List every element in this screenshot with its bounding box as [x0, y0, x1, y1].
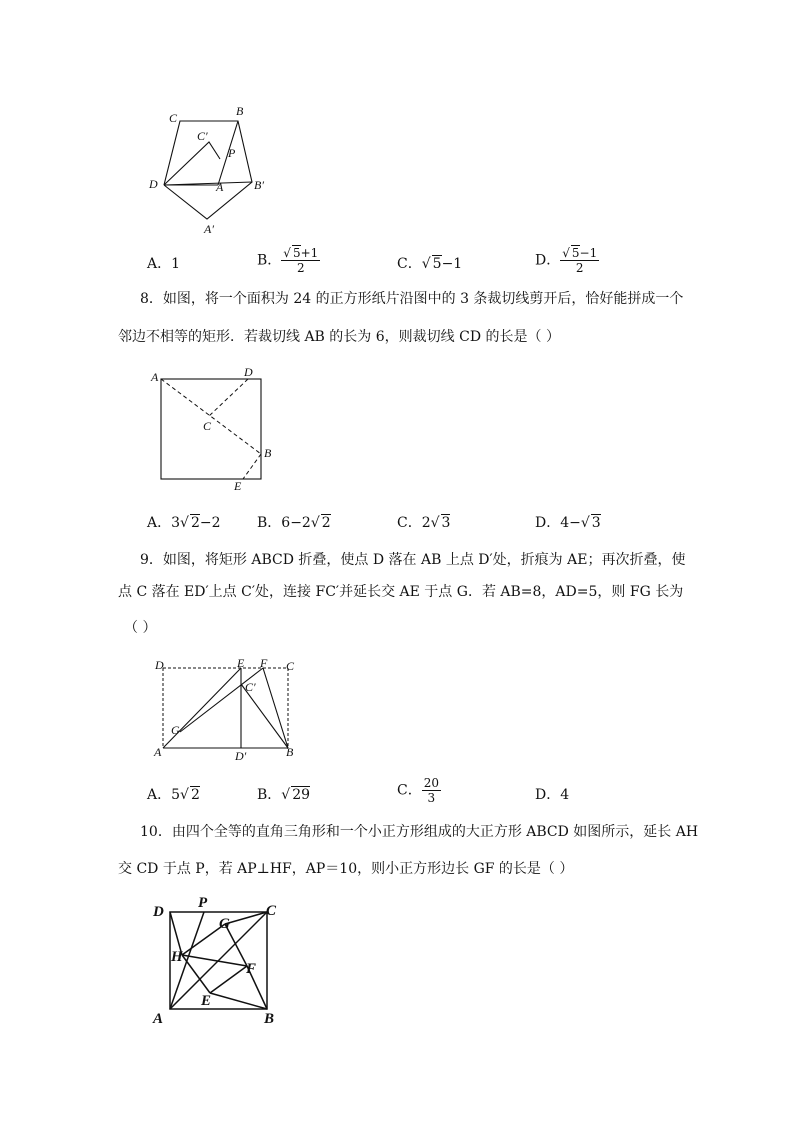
- q8-label-A: A: [151, 370, 159, 384]
- q7-diagram: [140, 95, 280, 235]
- q9-question-line3: （ ）: [124, 620, 157, 636]
- q8-question-line1: 8．如图，将一个面积为 24 的正方形纸片沿图中的 3 条裁切线剪开后，恰好能拼成一个: [140, 291, 684, 307]
- q8-diagram: [148, 364, 278, 494]
- q8-option-d[interactable]: D．4−√ 3: [535, 515, 601, 531]
- q9-question-line2: 点 C 落在 ED′上点 C′处，连接 FC′并延长交 AE 于点 G．若 AB=8，AD=5，则 FG 长为: [118, 584, 684, 600]
- q9-label-D-prime: D′: [235, 749, 247, 763]
- q8-label-B: B: [264, 446, 272, 460]
- q7-option-c[interactable]: C．√ 5−1: [397, 256, 463, 272]
- q7-option-d-fraction: $\frac{√ 5-1}{2}$: [562, 246, 598, 275]
- q8-label-E: E: [234, 479, 242, 493]
- q8-label-D: D: [244, 365, 253, 379]
- q7-label-A: A: [216, 180, 224, 194]
- q7-option-b[interactable]: B． $\frac{√ 5+1}{2}$: [257, 246, 319, 275]
- q7-option-d[interactable]: D． $\frac{√ 5-1}{2}$: [535, 246, 598, 275]
- q9-label-E: E: [237, 656, 245, 670]
- q7-figure: [140, 95, 280, 235]
- q7-label-B-prime: B′: [254, 178, 264, 192]
- q9-option-b[interactable]: B．√ 29: [257, 787, 311, 803]
- q7-label-C: C: [169, 111, 178, 125]
- q10-label-C: C: [266, 903, 277, 919]
- q9-figure: [148, 656, 308, 766]
- q7-label-P: P: [228, 146, 236, 160]
- q10-label-D: D: [153, 904, 164, 920]
- q9-label-F: F: [260, 656, 268, 670]
- q9-label-C: C: [286, 659, 295, 673]
- q9-diagram: [148, 656, 308, 766]
- q9-label-B: B: [286, 745, 294, 759]
- q10-label-B: B: [264, 1011, 275, 1027]
- q10-question-line2: 交 CD 于点 P，若 AP⊥HF，AP＝10，则小正方形边长 GF 的长是（ ）: [118, 861, 574, 877]
- q10-label-E: E: [201, 993, 212, 1009]
- q7-option-b-fraction: $\frac{√ 5+1}{2}$: [283, 246, 319, 275]
- q10-question-line1: 10．由四个全等的直角三角形和一个小正方形组成的大正方形 ABCD 如图所示，延长 AH: [140, 824, 699, 840]
- q10-label-G: G: [219, 916, 230, 932]
- q10-label-A: A: [153, 1011, 164, 1027]
- q8-question-line2: 邻边不相等的矩形．若裁切线 AB 的长为 6，则裁切线 CD 的长是（ ）: [118, 329, 560, 345]
- q10-label-P: P: [198, 895, 208, 911]
- q8-option-c[interactable]: C．2√ 3: [397, 515, 451, 531]
- q7-label-A-prime: A′: [204, 222, 214, 236]
- q8-label-C: C: [203, 419, 212, 433]
- q9-option-c-fraction: $\frac{20}{3}$: [423, 776, 439, 805]
- q9-label-G: G: [171, 723, 180, 737]
- q7-label-C-prime: C′: [197, 129, 208, 143]
- q9-label-D: D: [155, 658, 164, 672]
- q9-option-a[interactable]: A．5√ 2: [147, 787, 200, 803]
- q10-label-H: H: [171, 949, 183, 965]
- q7-option-a[interactable]: A．1: [147, 256, 181, 272]
- q9-option-d[interactable]: D．4: [535, 787, 570, 803]
- q9-option-c[interactable]: C． $\frac{20}{3}$: [397, 776, 439, 805]
- q9-question-line1: 9．如图，将矩形 ABCD 折叠，使点 D 落在 AB 上点 D′处，折痕为 AE；再次折叠，使: [140, 552, 686, 568]
- q10-figure: [146, 893, 286, 1028]
- q9-label-C-prime: C′: [245, 680, 256, 694]
- q7-label-B: B: [236, 104, 244, 118]
- q8-option-a[interactable]: A．3√ 2−2: [147, 515, 221, 531]
- q7-label-D: D: [149, 177, 158, 191]
- q10-diagram: [146, 893, 286, 1028]
- q8-option-b[interactable]: B．6−2√ 2: [257, 515, 331, 531]
- q10-label-F: F: [246, 961, 257, 977]
- q8-figure: [148, 364, 278, 494]
- q9-label-A: A: [154, 745, 162, 759]
